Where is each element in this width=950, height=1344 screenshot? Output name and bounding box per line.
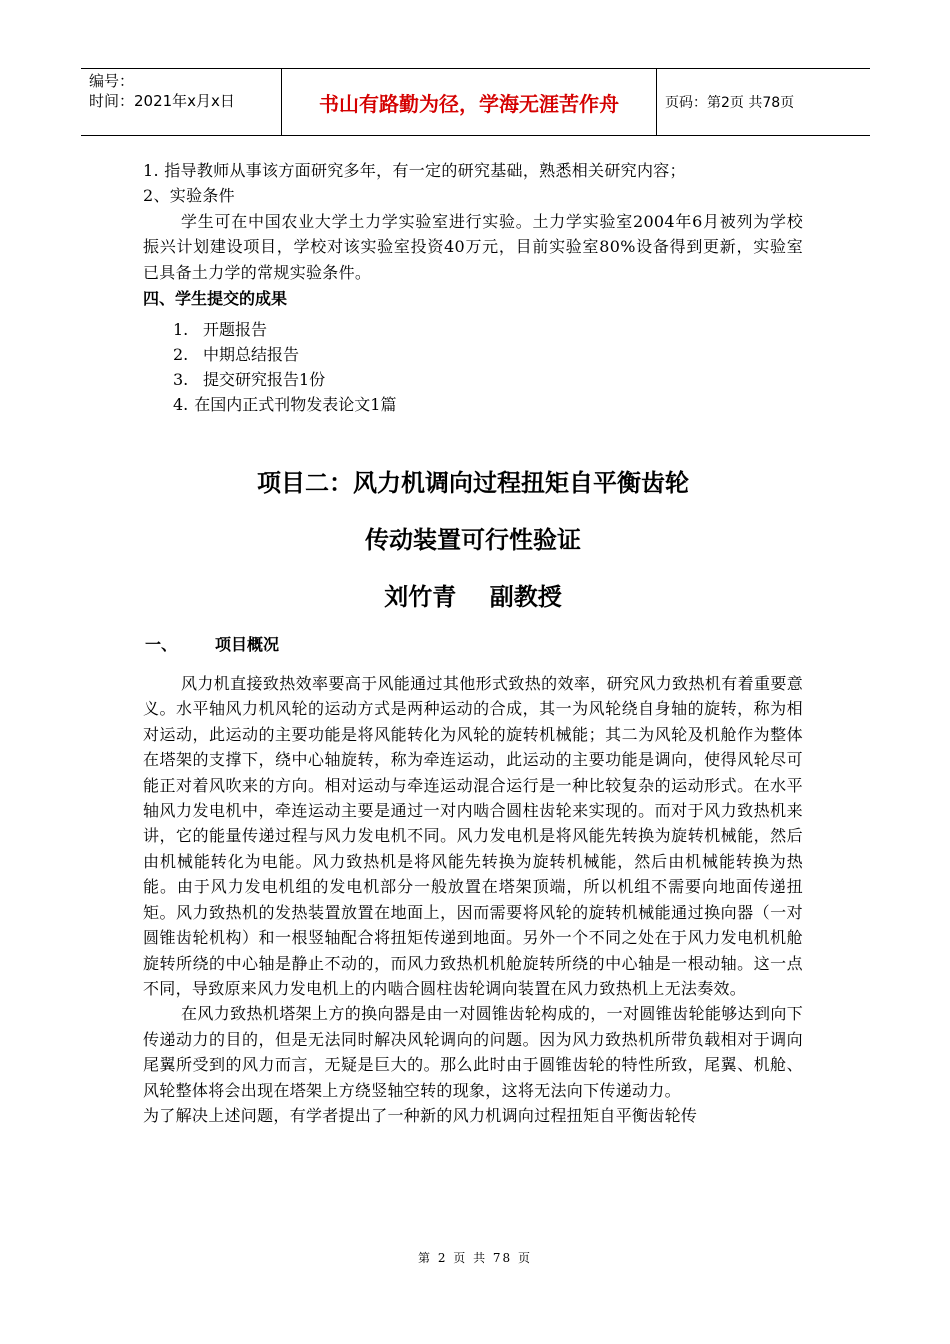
header-info bbox=[81, 69, 281, 135]
paragraph: 在风力致热机塔架上方的换向器是由一对圆锥齿轮构成的，一对圆锥齿轮能够达到向下传递动力的目的，但是无法同时解决风轮调向的问题。因为风力致热机所带负载相对于调向尾翼所受到的风力而言，无疑是巨大的。那么此时由于圆锥齿轮的特性所致，尾翼、机舱、风轮整体将会出现在塔架上方绕竖轴空转的现象，这将无法向下传递动力。 bbox=[143, 1004, 803, 1100]
lab-paragraph: 学生可在中国农业大学土力学实验室进行实验。土力学实验室2004年6月被列为学校振兴计划建设项目，学校对该实验室投资40万元，目前实验室80%设备得到更新，实验室已具备土力学的常规实验条件。 bbox=[143, 211, 803, 282]
project-title-line-2: 传动装置可行性验证 bbox=[365, 526, 581, 555]
list-item: 1. 开题报告 bbox=[173, 320, 268, 340]
header-motto: 书山有路勤为径，学海无涯苦作舟 bbox=[281, 69, 657, 135]
code-label: 编号： bbox=[89, 72, 135, 90]
section-4-heading: 四、学生提交的成果 bbox=[143, 289, 288, 309]
document-body bbox=[143, 158, 803, 1128]
paragraph: 为了解决上述问题，有学者提出了一种新的风力机调向过程扭矩自平衡齿轮传 bbox=[143, 1105, 698, 1125]
item-1: 1. 指导教师从事该方面研究多年，有一定的研究基础，熟悉相关研究内容； bbox=[143, 161, 686, 180]
header-page-info: 页码：第2页 共78页 bbox=[665, 95, 795, 111]
section-1-number: 一、 bbox=[145, 635, 178, 655]
time-label: 时间：2021年x月x日 bbox=[89, 92, 235, 110]
item-2: 2、实验条件 bbox=[143, 186, 235, 206]
deliverables-list bbox=[143, 317, 803, 417]
page-header bbox=[81, 68, 870, 136]
paragraph: 风力机直接致热效率要高于风能通过其他形式致热的效率，研究风力致热机有着重要意义。水平轴风力机风轮的运动方式是两种运动的合成，其一为风轮绕自身轴的旋转，称为相对运动，此运动的主要功能是将风能转化为风轮的旋转机械能；其二为风轮及机舱作为整体在塔架的支撑下，绕中心轴旋转，称为牵连运动，此运动的主要功能是调向，使得风轮尽可能正对着风吹来的方向。相对运动与牵连运动混合运行是一种比较复杂的运动形式。在水平轴风力发电机中，牵连运动主要是通过一对内啮合圆柱齿轮来实现的。而对于风力致热机来讲，它的能量传递过程与风力发电机不同。风力发电机是将风能先转换为旋转机械能，然后由机械能转化为电能。风力致热机是将风能先转换为旋转机械能，然后由机械能转换为热能。由于风力发电机组的发电机部分一般放置在塔架顶端，所以机组不需要向地面传递扭矩。风力致热机的发热装置放置在地面上，因而需要将风轮的旋转机械能通过换向器（一对圆锥齿轮机构）和一根竖轴配合将扭矩传递到地面。另外一个不同之处在于风力发电机机舱旋转所绕的中心轴是静止不动的，而风力致热机机舱旋转所绕的中心轴是一根动轴。这一点不同，导致原来风力发电机上的内啮合圆柱齿轮调向装置在风力致热机上无法奏效。 bbox=[143, 674, 803, 998]
section-1-title: 项目概况 bbox=[215, 635, 280, 655]
project-author: 刘竹青 副教授 bbox=[384, 583, 562, 612]
section-1-heading bbox=[145, 632, 803, 658]
list-item: 4. 在国内正式刊物发表论文1篇 bbox=[173, 395, 397, 415]
project-title-line-1: 项目二：风力机调向过程扭矩自平衡齿轮 bbox=[257, 469, 689, 498]
list-item: 3. 提交研究报告1份 bbox=[173, 370, 326, 390]
page-footer: 第 2 页 共 78 页 bbox=[418, 1251, 532, 1265]
list-item: 2. 中期总结报告 bbox=[173, 345, 300, 365]
overview-text bbox=[143, 671, 803, 1128]
